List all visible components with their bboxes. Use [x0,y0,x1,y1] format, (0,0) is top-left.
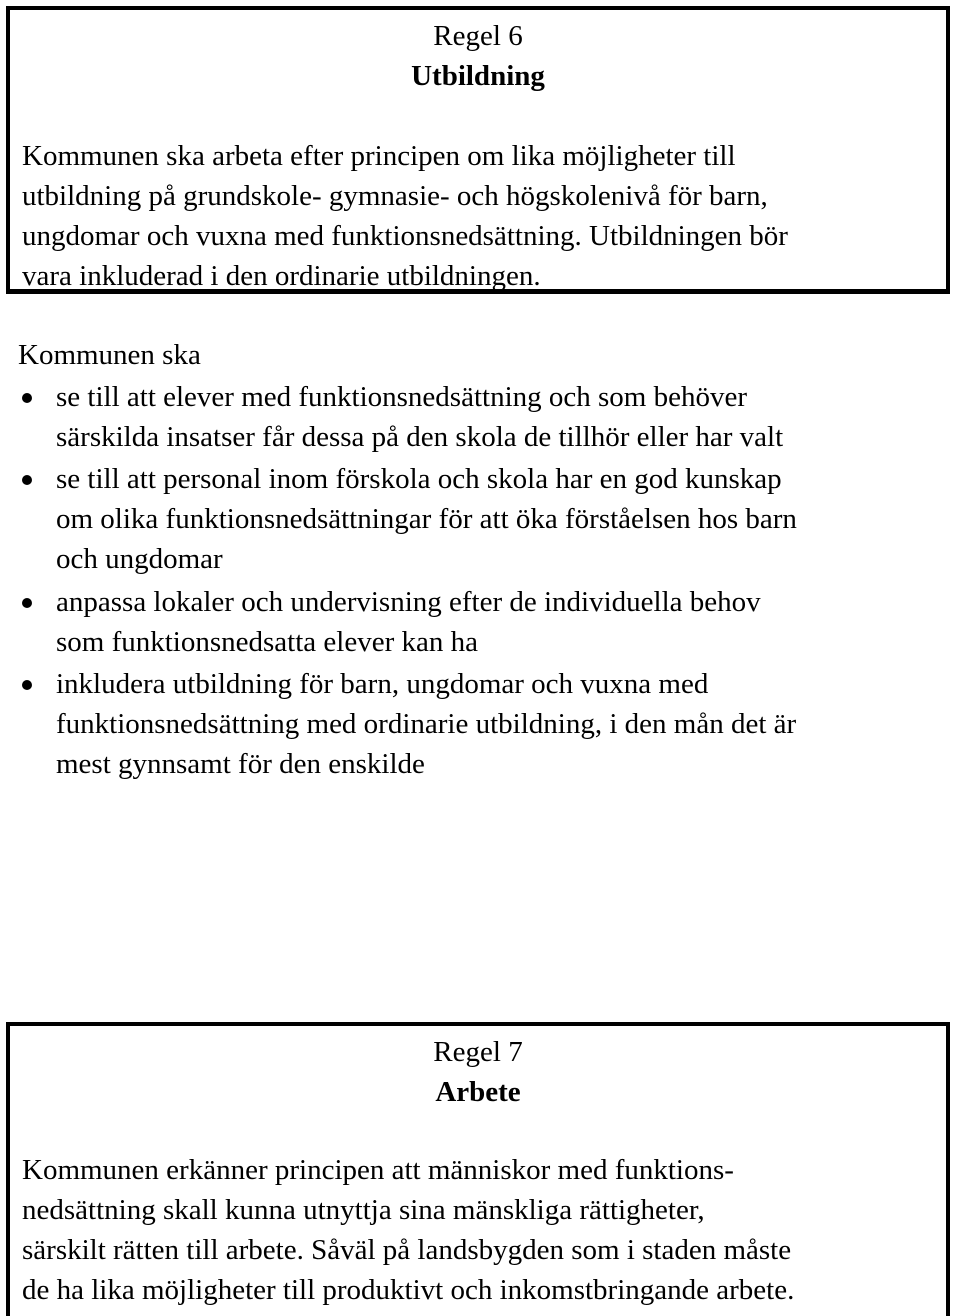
paragraph-line: nedsättning skall kunna utnyttja sina mänskliga rättigheter, [22,1194,705,1226]
rule-number: Regel 6 [433,20,523,52]
rule-6-box [6,6,950,294]
bullet-dot-icon [22,475,32,485]
paragraph-line: ungdomar och vuxna med funktionsnedsättning. Utbildningen bör [22,220,788,252]
bullet-line: inkludera utbildning för barn, ungdomar och vuxna med [56,668,709,700]
bullet-line: särskilda insatser får dessa på den skola de tillhör eller har valt [56,421,784,453]
paragraph-line: vara inkluderad i den ordinarie utbildningen. [22,260,541,292]
bullet-line: mest gynnsamt för den enskilde [56,748,425,780]
paragraph-line: Kommunen ska arbeta efter principen om lika möjligheter till [22,140,736,172]
bullet-line: funktionsnedsättning med ordinarie utbildning, i den mån det är [56,708,797,740]
paragraph-line: särskilt rätten till arbete. Såväl på landsbygden som i staden måste [22,1234,792,1266]
bullet-dot-icon [22,393,32,403]
bullet-line: om olika funktionsnedsättningar för att öka förståelsen hos barn [56,503,797,535]
bullet-line: se till att personal inom förskola och skola har en god kunskap [56,463,782,495]
bullet-line: se till att elever med funktionsnedsättning och som behöver [56,381,748,413]
rule-title: Arbete [435,1076,521,1108]
section-intro: Kommunen ska [18,339,201,371]
rule-title: Utbildning [411,60,545,92]
rule-7-box [6,1022,950,1316]
paragraph-line: Kommunen erkänner principen att människor med funktions- [22,1154,734,1186]
rule-number: Regel 7 [433,1036,523,1068]
paragraph-line: utbildning på grundskole- gymnasie- och högskolenivå för barn, [22,180,768,212]
bullet-line: anpassa lokaler och undervisning efter de individuella behov [56,586,761,618]
bullet-dot-icon [22,680,32,690]
bullet-line: som funktionsnedsatta elever kan ha [56,626,478,658]
paragraph-line: de ha lika möjligheter till produktivt och inkomstbringande arbete. [22,1274,795,1306]
bullet-line: och ungdomar [56,543,223,575]
bullet-dot-icon [22,598,32,608]
